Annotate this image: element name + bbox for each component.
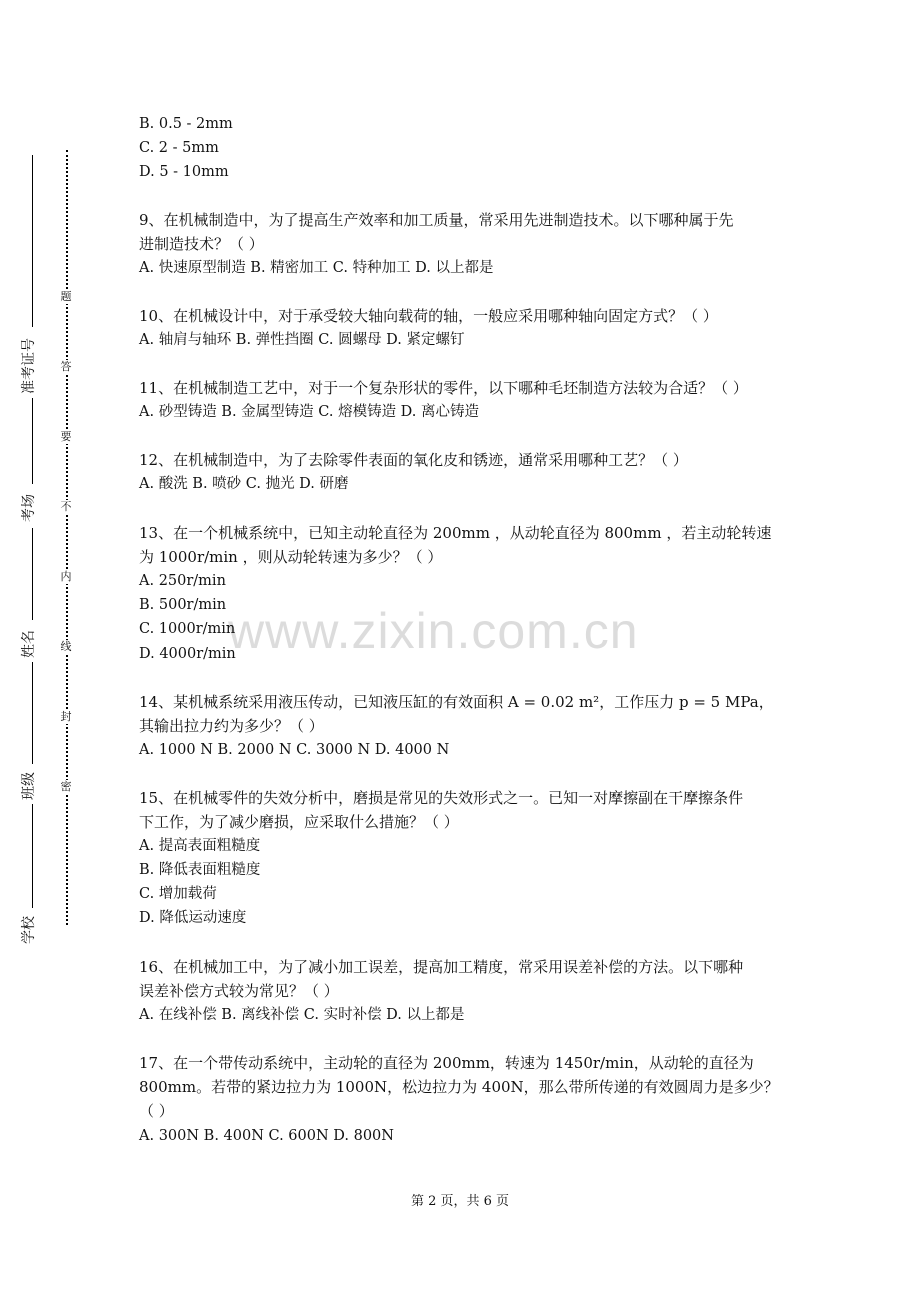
school-blank (32, 804, 33, 908)
question-line: 10、在机械设计中，对于承受较大轴向载荷的轴，一般应采用哪种轴向固定方式？（ ） (139, 307, 718, 325)
question-line: （ ） (139, 1102, 174, 1120)
class-blank (32, 662, 33, 764)
option-line: D. 降低运动速度 (139, 910, 247, 926)
option-line: C. 1000r/min (139, 621, 236, 637)
question-line: 15、在机械零件的失效分析中，磨损是常见的失效形式之一。已知一对摩擦副在干摩擦条件 (139, 789, 744, 807)
option-line: B. 500r/min (139, 597, 227, 613)
question-line: 800mm。若带的紧边拉力为 1000N，松边拉力为 400N，那么带所传递的有效圆周力是多少？ (139, 1078, 779, 1096)
exam-room-blank (32, 398, 33, 484)
seal-char: 答 (60, 360, 72, 373)
question-line: 13、在一个机械系统中，已知主动轮直径为 200mm ，从动轮直径为 800mm ，若主动轮转速 (139, 524, 772, 542)
option-line: D. 4000r/min (139, 646, 236, 662)
page-footer: 第 2 页，共 6 页 (410, 1194, 510, 1209)
question-line: 进制造技术？（ ） (139, 235, 264, 253)
exam-room-label: 考场 (21, 494, 37, 522)
question-line: 为 1000r/min ，则从动轮转速为多少？（ ） (139, 548, 443, 566)
seal-char: 封 (60, 710, 72, 723)
seal-char: 线 (60, 640, 72, 653)
option-line: A. 250r/min (139, 573, 226, 589)
question-line: 17、在一个带传动系统中，主动轮的直径为 200mm，转速为 1450r/min，从动轮的直径为 (139, 1054, 754, 1072)
option-line: A. 砂型铸造 B. 金属型铸造 C. 熔模铸造 D. 离心铸造 (139, 404, 480, 420)
question-line: 其输出拉力约为多少？（ ） (139, 717, 324, 735)
name-label: 姓名 (21, 630, 37, 658)
question-line: 14、某机械系统采用液压传动，已知液压缸的有效面积 A = 0.02 m²，工作压力 p = 5 MPa， (139, 693, 774, 711)
option-line: B. 0.5 - 2mm (139, 116, 233, 132)
class-label: 班级 (21, 772, 37, 800)
seal-char: 内 (60, 570, 72, 583)
option-line: D. 5 - 10mm (139, 164, 229, 180)
option-line: A. 1000 N B. 2000 N C. 3000 N D. 4000 N (139, 742, 450, 758)
admission-number-label: 准考证号 (21, 338, 37, 394)
seal-char: 题 (60, 290, 72, 303)
option-line: C. 增加载荷 (139, 886, 217, 902)
option-line: A. 快速原型制造 B. 精密加工 C. 特种加工 D. 以上都是 (139, 260, 494, 276)
option-line: A. 轴肩与轴环 B. 弹性挡圈 C. 圆螺母 D. 紧定螺钉 (139, 332, 465, 348)
option-line: C. 2 - 5mm (139, 140, 219, 156)
option-line: A. 在线补偿 B. 离线补偿 C. 实时补偿 D. 以上都是 (139, 1007, 465, 1023)
seal-char: 要 (60, 430, 72, 443)
question-line: 11、在机械制造工艺中，对于一个复杂形状的零件，以下哪种毛坯制造方法较为合适？（ ） (139, 379, 748, 397)
name-blank (32, 528, 33, 620)
option-line: A. 300N B. 400N C. 600N D. 800N (139, 1128, 394, 1144)
question-line: 12、在机械制造中，为了去除零件表面的氧化皮和锈迹，通常采用哪种工艺？（ ） (139, 451, 688, 469)
school-label: 学校 (21, 916, 37, 944)
option-line: A. 酸洗 B. 喷砂 C. 抛光 D. 研磨 (139, 476, 349, 492)
question-line: 误差补偿方式较为常见？（ ） (139, 982, 339, 1000)
option-line: A. 提高表面粗糙度 (139, 838, 261, 854)
question-line: 9、在机械制造中，为了提高生产效率和加工质量，常采用先进制造技术。以下哪种属于先 (139, 211, 734, 229)
option-line: B. 降低表面粗糙度 (139, 862, 261, 878)
question-line: 16、在机械加工中，为了减小加工误差，提高加工精度，常采用误差补偿的方法。以下哪种 (139, 958, 744, 976)
seal-char: 不 (60, 500, 72, 513)
admission-number-blank (32, 155, 33, 327)
question-line: 下工作，为了减少磨损，应采取什么措施？（ ） (139, 813, 459, 831)
watermark: www.zixin.com.cn (228, 603, 639, 659)
seal-dotted-line (66, 150, 68, 925)
seal-char: 密 (60, 780, 72, 793)
